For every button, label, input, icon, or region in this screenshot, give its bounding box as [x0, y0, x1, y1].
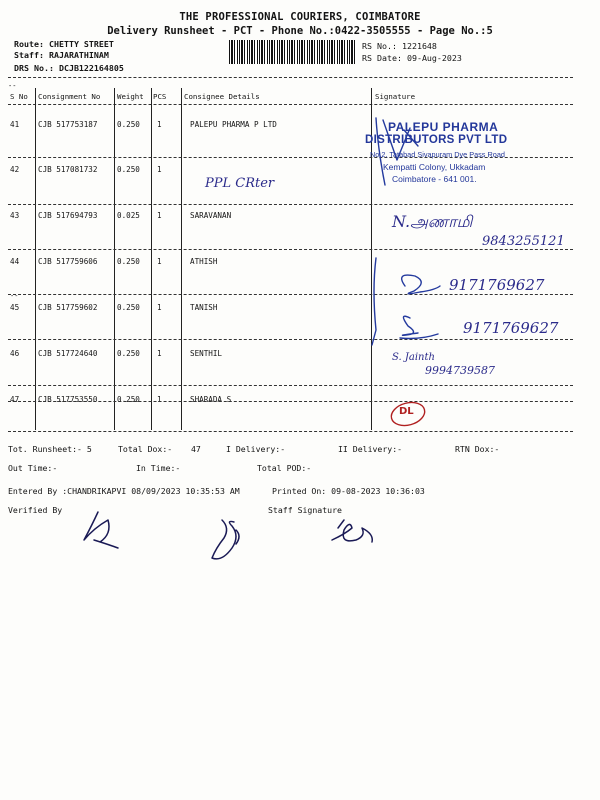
verified-signature: [212, 520, 239, 559]
col-header-signature: Signature: [375, 92, 416, 101]
drs-number: DRS No.: DCJB122164805: [14, 63, 124, 73]
handwritten-note: PPL CRter: [205, 176, 275, 191]
row-consignment: CJB 517081732: [38, 165, 98, 174]
row-pcs: 1: [157, 395, 162, 404]
row-pcs: 1: [157, 120, 162, 129]
row-weight: 0.250: [117, 395, 140, 404]
col-header-sno: S No: [10, 92, 28, 101]
staff-signature-label: Staff Signature: [268, 505, 342, 515]
staff-signature-mark: [332, 520, 372, 542]
row-consignment: CJB 517724640: [38, 349, 98, 358]
row-weight: 0.250: [117, 349, 140, 358]
total-dox-label: Total Dox:-: [118, 444, 173, 454]
printed-on: Printed On: 09-08-2023 10:36:03: [272, 486, 425, 496]
row-sno: 42: [10, 165, 20, 174]
handwritten-phone: 9994739587: [425, 364, 495, 377]
handwritten-phone: 9171769627: [463, 319, 559, 337]
row-sno: 46: [10, 349, 20, 358]
row-dash-mark: --: [10, 292, 19, 300]
handwritten-phone: 9171769627: [449, 276, 545, 294]
row-consignment: CJB 517759606: [38, 257, 98, 266]
row-weight: 0.250: [117, 257, 140, 266]
row-consignment: CJB 517753187: [38, 120, 98, 129]
staff-label: Staff: RAJARATHINAM: [14, 50, 109, 60]
col-header-pcs: PCS: [153, 92, 167, 101]
route-label: Route: CHETTY STREET: [14, 39, 114, 49]
stamp-line: Coimbatore - 641 001.: [392, 174, 477, 184]
out-time-label: Out Time:-: [8, 463, 58, 473]
row-consignee: PALEPU PHARMA P LTD: [190, 120, 277, 129]
row-consignee: ATHISH: [190, 257, 218, 266]
row-consignment: CJB 517753550: [38, 395, 98, 404]
handwritten-signature: N.அணாமி: [392, 212, 473, 231]
dl-mark: DL: [399, 406, 414, 417]
row-consignee: TANISH: [190, 303, 218, 312]
total-pod-label: Total POD:-: [257, 463, 312, 473]
row-sno: 43: [10, 211, 20, 220]
row-weight: 0.025: [117, 211, 140, 220]
signature-stroke: [402, 275, 440, 294]
row-weight: 0.250: [117, 120, 140, 129]
i-delivery-label: I Delivery:-: [226, 444, 286, 454]
stamp-line: DISTRIBUTORS PVT LTD: [365, 134, 508, 146]
row-pcs: 1: [157, 257, 162, 266]
row-sno: 41: [10, 120, 20, 129]
col-header-consignee: Consignee Details: [184, 92, 260, 101]
header-dash-mark: --: [8, 82, 17, 90]
verified-by-label: Verified By: [8, 505, 63, 515]
verified-signature: [84, 512, 118, 548]
total-dox-value: 47: [191, 444, 201, 454]
tot-runsheet: Tot. Runsheet:- 5: [8, 444, 92, 454]
row-sno: 45: [10, 303, 20, 312]
col-header-consignment: Consignment No: [38, 92, 101, 101]
handwritten-name: S. Jainth: [392, 352, 435, 363]
runsheet-title: Delivery Runsheet - PCT - Phone No.:0422-3505555 - Page No.:5: [107, 25, 493, 37]
company-name: THE PROFESSIONAL COURIERS, COIMBATORE: [179, 11, 421, 23]
rtn-dox-label: RTN Dox:-: [455, 444, 500, 454]
col-header-weight: Weight: [117, 92, 144, 101]
entered-by: Entered By :CHANDRIKAPVI 08/09/2023 10:35:53 AM: [8, 486, 240, 496]
row-pcs: 1: [157, 165, 162, 174]
row-pcs: 1: [157, 303, 162, 312]
row-weight: 0.250: [117, 303, 140, 312]
row-pcs: 1: [157, 349, 162, 358]
signature-stroke: [400, 316, 438, 338]
row-consignment: CJB 517694793: [38, 211, 98, 220]
row-consignee: SARAVANAN: [190, 211, 232, 220]
rs-date: RS Date: 09-Aug-2023: [362, 53, 462, 63]
in-time-label: In Time:-: [136, 463, 181, 473]
signature-stroke: [372, 118, 418, 345]
row-consignment: CJB 517759602: [38, 303, 98, 312]
stamp-line: PALEPU PHARMA: [388, 120, 499, 134]
row-consignee: SHARADA S: [190, 395, 232, 404]
row-sno: 44: [10, 257, 20, 266]
handwritten-phone: 9843255121: [482, 234, 565, 249]
row-pcs: 1: [157, 211, 162, 220]
stamp-line: Kempatti Colony, Ukkadam: [383, 162, 486, 172]
row-weight: 0.250: [117, 165, 140, 174]
row-consignee: SENTHIL: [190, 349, 223, 358]
rs-number: RS No.: 1221648: [362, 41, 437, 51]
stamp-line: No.2, Tatabad Sivapuram Dye Pass Road: [370, 150, 505, 159]
row-sno: 47: [10, 395, 20, 404]
ii-delivery-label: II Delivery:-: [338, 444, 403, 454]
